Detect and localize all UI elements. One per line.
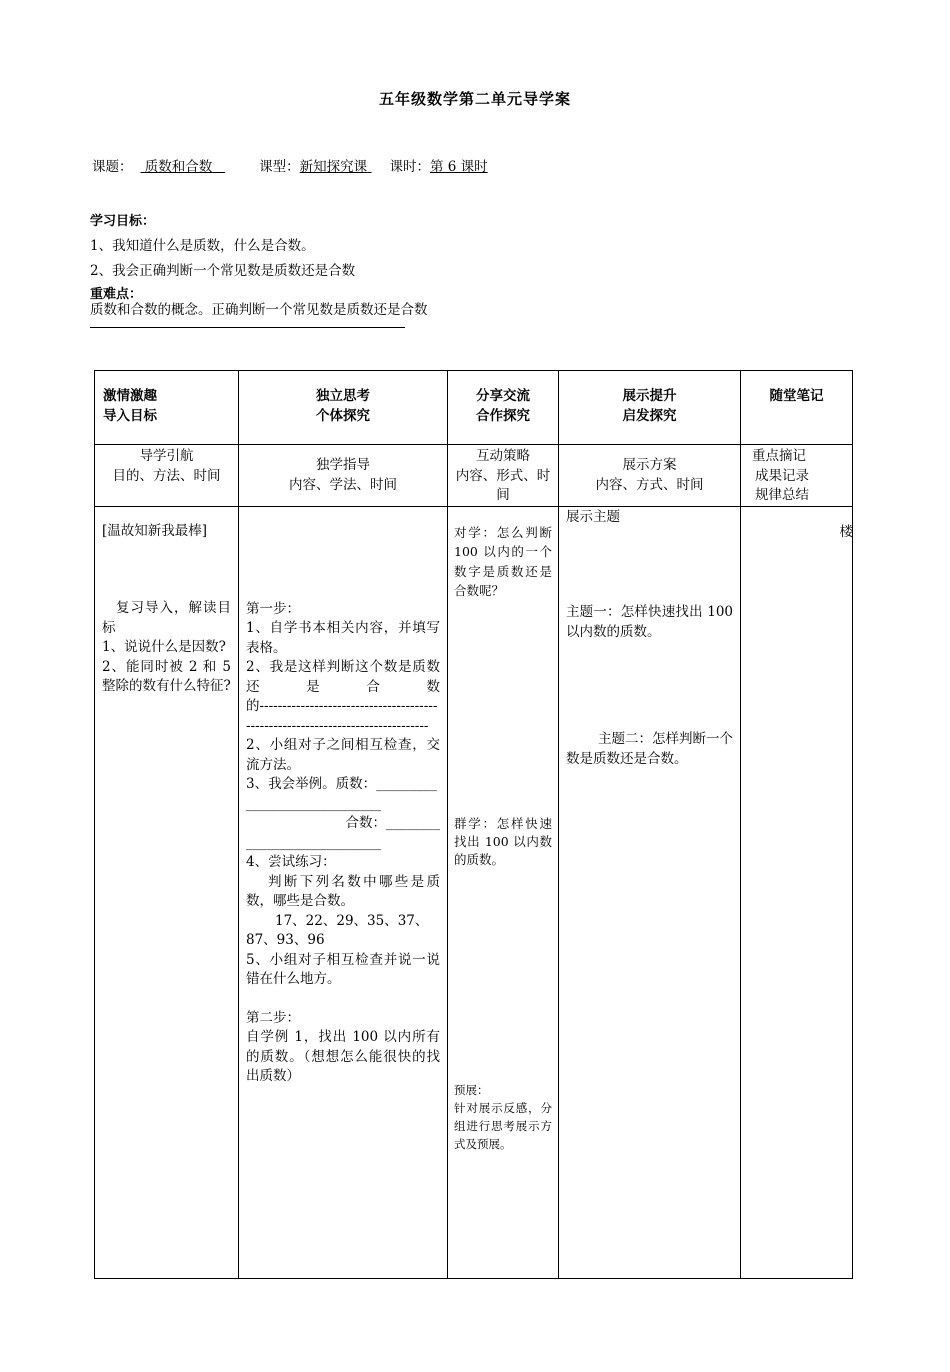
goal-2: 2、我会正确判断一个常见数是质数还是合数 (90, 263, 356, 279)
subheader-col4: 展示方案 内容、方式、时间 (559, 445, 741, 507)
goal-1: 1、我知道什么是质数，什么是合数。 (90, 238, 315, 254)
header-col3: 分享交流 合作探究 (448, 371, 559, 445)
body-col1 (95, 506, 239, 1279)
step1-item2: 2、我是这样判断这个数是质数还是合数 (246, 659, 440, 695)
type-value: 新知探究课 (299, 159, 368, 175)
step2-item1: 自学例 1，找出 100 以内所有的质数。（想想怎么能很快的找出质数） (246, 1029, 440, 1084)
type-label: 课型： (259, 159, 300, 175)
header-col1: 激情激趣 导入目标 (95, 371, 239, 445)
period-label: 课时： (389, 159, 430, 175)
step1-item2-blank: 的------------------------------------------------------------------------------- (246, 698, 438, 734)
step1-item4: 3、我会举例。质数：_________ (246, 776, 437, 792)
step1-item7: 判断下列名数中哪些是质数，哪些是合数。 (246, 873, 440, 909)
study-table (94, 370, 853, 1279)
key-text: 质数和合数的概念。正确判断一个常见数是质数还是合数 (90, 302, 428, 318)
subheader-row (95, 445, 853, 507)
step1-item6: 4、尝试练习： (246, 854, 336, 870)
theme-2: 主题二：怎样判断一个数是质数还是合数。 (566, 731, 733, 767)
header-col5: 随堂笔记 (741, 371, 853, 445)
subheader-col3: 互动策略 内容、形式、时间 (448, 445, 559, 507)
step1-item5: 合数：________ (345, 815, 440, 831)
topic-label: 课题： (92, 159, 133, 175)
step1-item3: 2、小组对子之间相互检查，交流方法。 (246, 737, 440, 773)
step1-item1: 1、自学书本相关内容，并填写表格。 (246, 620, 440, 656)
pair-study: 对学：怎么判断 100 以内的一个数字是质数还是合数呢？ (454, 524, 552, 598)
header-col4: 展示提升 启发探究 (559, 371, 741, 445)
review-q1: 1、说说什么是因数? (102, 639, 226, 655)
header-row (95, 371, 853, 445)
key-heading: 重难点： (90, 287, 143, 302)
subheader-col5: 重点摘记 成果记录 规律总结 (741, 445, 853, 507)
body-col3 (448, 506, 559, 1279)
step1-item4-blank: ____________________ (246, 795, 381, 812)
period-value: 第 6 课时 (429, 159, 488, 175)
number-list: 17、22、29、35、37、87、93、96 (246, 912, 429, 948)
lesson-meta (92, 155, 488, 175)
group-study: 群学：怎样快速找出 100 以内数的质数。 (454, 815, 552, 867)
divider-line (90, 327, 405, 328)
review-q2: 2、能同时被 2 和 5 整除的数有什么特征? (102, 658, 231, 694)
goals-heading: 学习目标： (90, 214, 156, 229)
body-row (95, 506, 853, 1279)
header-col2: 独立思考 个体探究 (239, 371, 448, 445)
page-title: 五年级数学第二单元导学案 (378, 90, 571, 108)
review-intro: 复习导入，解读目标 (102, 600, 231, 636)
step2-heading: 第二步： (246, 1009, 300, 1026)
theme-1: 主题一：怎样快速找出 100 以内数的质数。 (566, 604, 733, 640)
step1-heading: 第一步： (246, 600, 300, 617)
review-tag: [温故知新我最棒] (102, 522, 208, 539)
body-col2 (239, 506, 448, 1279)
subheader-col2: 独学指导 内容、学法、时间 (239, 445, 448, 507)
preview-label: 预展： (454, 1082, 489, 1097)
body-col4 (559, 506, 741, 1279)
theme-heading: 展示主题 (566, 508, 620, 525)
body-col5 (741, 506, 853, 1279)
step1-item9: 5、小组对子相互检查并说一说错在什么地方。 (246, 951, 440, 987)
note-char: 楼 (839, 523, 853, 540)
step1-item5-blank: ____________________ (246, 834, 381, 851)
subheader-col1: 导学引航 目的、方法、时间 (95, 445, 239, 507)
preview-text: 针对展示反感，分组进行思考展示方式及预展。 (454, 1100, 552, 1151)
topic-value: 质数和合数 (144, 159, 213, 175)
